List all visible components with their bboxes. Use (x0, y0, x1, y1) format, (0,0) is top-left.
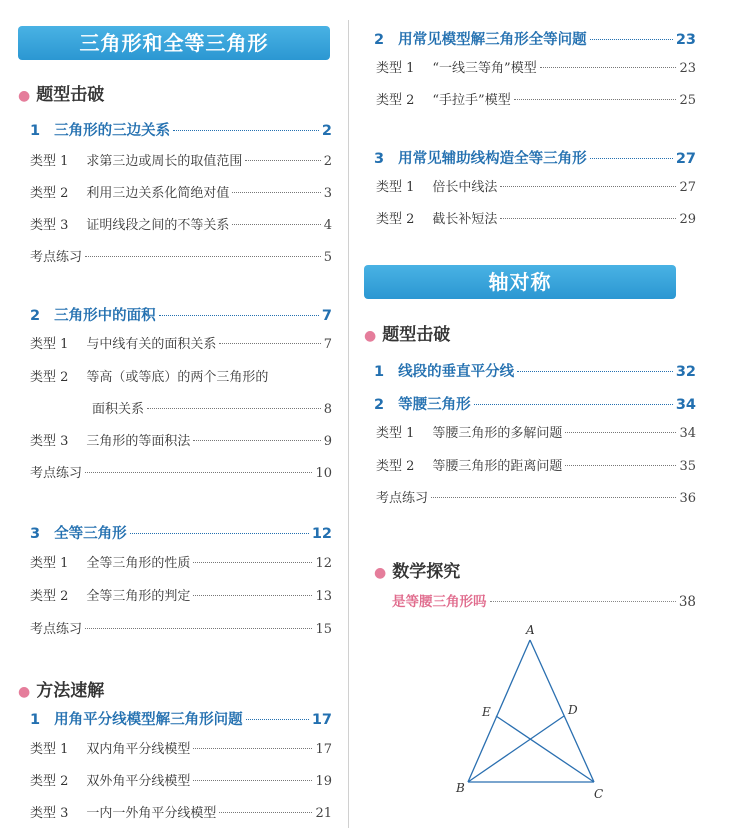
item-type: 类型 3 (30, 218, 69, 233)
heading-number: 2 (374, 32, 385, 48)
leader-dots (232, 224, 320, 225)
chapter-banner: 三角形和全等三角形 (18, 26, 330, 60)
leader-dots (173, 130, 319, 131)
leader-dots (193, 440, 320, 441)
leader-dots (500, 218, 676, 219)
leader-dots (130, 533, 309, 534)
item-text: 与中线有关的面积关系 (86, 337, 217, 352)
toc-item-row[interactable] (376, 208, 696, 227)
item-type: 类型 3 (30, 434, 69, 449)
toc-heading-row[interactable] (30, 304, 332, 325)
label-c: C (594, 787, 604, 801)
item-page: 27 (679, 180, 696, 195)
toc-heading-row[interactable] (30, 708, 332, 729)
item-page: 3 (323, 186, 332, 201)
toc-heading-row[interactable] (30, 119, 332, 140)
heading-page: 34 (675, 397, 696, 413)
practice-text: 考点练习 (30, 622, 83, 637)
item-text: 等高（或等底）的两个三角形的 (86, 370, 269, 385)
heading-number: 3 (374, 151, 385, 167)
toc-item-row[interactable] (376, 176, 696, 195)
bullet-dot-icon: ● (364, 328, 377, 344)
leader-dots (85, 472, 312, 473)
toc-item-row[interactable] (30, 552, 332, 571)
leader-dots (540, 67, 677, 68)
explore-title: 是等腰三角形吗 (392, 594, 487, 610)
heading-title: 用常见模型解三角形全等问题 (398, 32, 587, 48)
leader-dots (590, 39, 673, 40)
toc-heading-row[interactable] (374, 360, 696, 381)
heading-number: 2 (374, 397, 385, 413)
practice-page: 5 (323, 250, 332, 265)
item-type: 类型 1 (376, 180, 415, 195)
item-type: 类型 1 (30, 337, 69, 352)
leader-dots (193, 780, 312, 781)
leader-dots (193, 562, 312, 563)
heading-title: 三角形中的面积 (54, 308, 156, 324)
practice-text: 考点练习 (376, 491, 429, 506)
item-page: 17 (315, 742, 332, 757)
heading-number: 1 (374, 364, 385, 380)
leader-dots (431, 497, 676, 498)
practice-page: 10 (315, 466, 332, 481)
item-type: 类型 1 (30, 556, 69, 571)
leader-dots (159, 315, 319, 316)
toc-item-row[interactable] (30, 182, 332, 201)
item-text: “手拉手”模型 (432, 93, 511, 108)
toc-item-row[interactable] (30, 585, 332, 604)
item-type: 类型 1 (376, 61, 415, 76)
toc-item-continuation[interactable] (92, 398, 332, 417)
toc-heading-row[interactable] (374, 28, 696, 49)
section-heading (364, 320, 450, 345)
item-type: 类型 2 (30, 589, 69, 604)
leader-dots (85, 628, 312, 629)
item-page: 4 (323, 218, 332, 233)
toc-item-row[interactable] (30, 738, 332, 757)
label-d: D (568, 703, 578, 717)
leader-dots (514, 99, 677, 100)
label-a: A (526, 623, 535, 637)
practice-page: 15 (315, 622, 332, 637)
item-text: 利用三边关系化简绝对值 (86, 186, 230, 201)
bullet-dot-icon: ● (374, 565, 387, 581)
heading-page: 32 (675, 364, 696, 380)
item-text-continued: 面积关系 (92, 402, 145, 417)
heading-page: 17 (311, 712, 332, 728)
heading-title: 等腰三角形 (398, 397, 471, 413)
toc-explore-row[interactable] (392, 590, 696, 610)
item-type: 类型 2 (30, 774, 69, 789)
heading-number: 1 (30, 123, 41, 139)
heading-title: 三角形的三边关系 (54, 123, 171, 139)
explore-page: 38 (678, 594, 696, 610)
section-heading (374, 557, 460, 582)
section-heading-label: 数学探究 (392, 562, 461, 582)
item-page: 7 (323, 337, 332, 352)
item-text: 一内一外角平分线模型 (86, 806, 217, 821)
item-page: 34 (679, 426, 696, 441)
chapter-banner: 轴对称 (364, 265, 676, 299)
leader-dots (245, 160, 320, 161)
item-type: 类型 2 (376, 212, 415, 227)
heading-title: 线段的垂直平分线 (398, 364, 515, 380)
item-type: 类型 2 (30, 370, 69, 385)
toc-item-row[interactable] (30, 770, 332, 789)
bullet-dot-icon: ● (18, 88, 31, 104)
practice-text: 考点练习 (30, 466, 83, 481)
leader-dots (232, 192, 320, 193)
item-type: 类型 2 (30, 186, 69, 201)
section-heading-label: 题型击破 (382, 325, 451, 345)
leader-dots (193, 595, 312, 596)
leader-dots (474, 404, 673, 405)
item-page: 13 (315, 589, 332, 604)
toc-item-row[interactable] (30, 366, 268, 385)
item-page: 8 (323, 402, 332, 417)
label-e: E (482, 705, 491, 719)
item-type: 类型 2 (376, 93, 415, 108)
leader-dots (500, 186, 676, 187)
leader-dots (490, 601, 676, 602)
item-text: 证明线段之间的不等关系 (86, 218, 230, 233)
toc-practice-row[interactable] (30, 462, 332, 481)
column-divider (348, 20, 349, 828)
leader-dots (219, 343, 320, 344)
isosceles-triangle-figure (448, 620, 608, 805)
heading-page: 23 (675, 32, 696, 48)
section-heading-label: 方法速解 (36, 681, 105, 701)
section-heading (18, 676, 104, 701)
toc-heading-row[interactable] (30, 522, 332, 543)
toc-item-row[interactable] (376, 455, 696, 474)
heading-page: 27 (675, 151, 696, 167)
leader-dots (85, 256, 321, 257)
item-text: 三角形的等面积法 (86, 434, 191, 449)
item-text: 双内角平分线模型 (86, 742, 191, 757)
leader-dots (565, 465, 676, 466)
item-text: 等腰三角形的距离问题 (432, 459, 563, 474)
toc-item-row[interactable] (30, 150, 332, 169)
heading-page: 12 (311, 526, 332, 542)
item-text: 求第三边或周长的取值范围 (86, 154, 243, 169)
heading-title: 用常见辅助线构造全等三角形 (398, 151, 587, 167)
toc-item-row[interactable] (30, 214, 332, 233)
leader-dots (147, 408, 321, 409)
heading-number: 1 (30, 712, 41, 728)
item-page: 12 (315, 556, 332, 571)
toc-item-row[interactable] (30, 333, 332, 352)
item-type: 类型 1 (30, 742, 69, 757)
practice-text: 考点练习 (30, 250, 83, 265)
label-b: B (456, 781, 465, 795)
toc-item-row[interactable] (30, 430, 332, 449)
item-page: 9 (323, 434, 332, 449)
item-page: 25 (679, 93, 696, 108)
item-text: 全等三角形的判定 (86, 589, 191, 604)
heading-number: 2 (30, 308, 41, 324)
item-page: 29 (679, 212, 696, 227)
heading-page: 7 (321, 308, 332, 324)
item-page: 21 (315, 806, 332, 821)
heading-title: 全等三角形 (54, 526, 127, 542)
toc-practice-row[interactable] (30, 618, 332, 637)
toc-item-row[interactable] (376, 89, 696, 108)
item-page: 19 (315, 774, 332, 789)
toc-practice-row[interactable] (30, 246, 332, 265)
toc-item-row[interactable] (376, 57, 696, 76)
practice-page: 36 (679, 491, 696, 506)
toc-item-row[interactable] (30, 802, 332, 821)
item-text: 全等三角形的性质 (86, 556, 191, 571)
toc-practice-row[interactable] (376, 487, 696, 506)
item-page: 23 (679, 61, 696, 76)
toc-heading-row[interactable] (374, 147, 696, 168)
leader-dots (246, 719, 309, 720)
item-page: 2 (323, 154, 332, 169)
item-type: 类型 1 (30, 154, 69, 169)
item-text: 双外角平分线模型 (86, 774, 191, 789)
leader-dots (590, 158, 673, 159)
leader-dots (517, 371, 673, 372)
heading-number: 3 (30, 526, 41, 542)
leader-dots (193, 748, 312, 749)
toc-item-row[interactable] (376, 422, 696, 441)
section-heading-label: 题型击破 (36, 85, 105, 105)
item-text: “一线三等角”模型 (432, 61, 537, 76)
item-text: 倍长中线法 (432, 180, 498, 195)
section-heading (18, 80, 104, 105)
item-text: 等腰三角形的多解问题 (432, 426, 563, 441)
item-page: 35 (679, 459, 696, 474)
leader-dots (219, 812, 312, 813)
bullet-dot-icon: ● (18, 684, 31, 700)
item-type: 类型 2 (376, 459, 415, 474)
toc-heading-row[interactable] (374, 393, 696, 414)
heading-page: 2 (321, 123, 332, 139)
heading-title: 用角平分线模型解三角形问题 (54, 712, 243, 728)
item-type: 类型 3 (30, 806, 69, 821)
item-type: 类型 1 (376, 426, 415, 441)
leader-dots (565, 432, 676, 433)
item-text: 截长补短法 (432, 212, 498, 227)
